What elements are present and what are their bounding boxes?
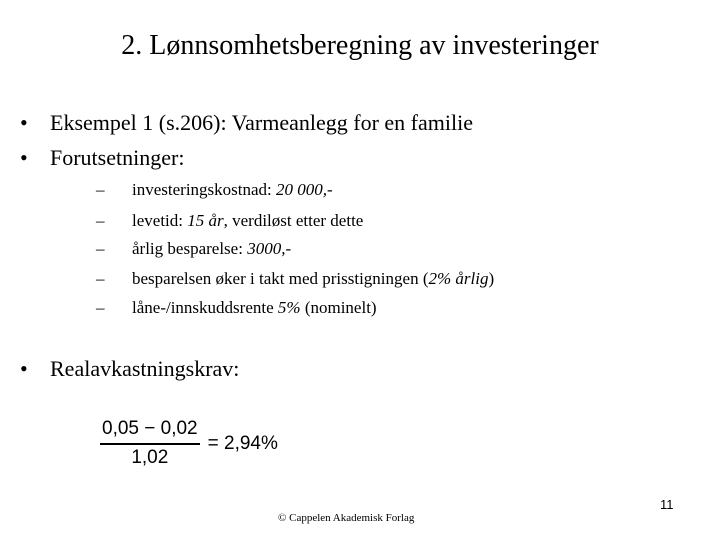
assumption-value: 20 000,- — [276, 180, 333, 199]
assumption-item — [96, 180, 333, 200]
dash-marker: – — [96, 269, 105, 288]
dash-marker: – — [96, 298, 105, 317]
page-number: 11 — [660, 497, 674, 512]
bullet-dot: • — [20, 356, 28, 381]
slide-title: 2. Lønnsomhetsberegning av investeringer — [121, 30, 599, 61]
dash-marker: – — [96, 211, 105, 230]
assumption-value: 2% årlig — [428, 269, 489, 288]
assumption-item — [96, 269, 494, 289]
formula-fraction — [100, 418, 200, 469]
assumption-suffix: ) — [488, 269, 495, 288]
assumption-item — [96, 298, 377, 318]
assumption-item — [96, 211, 363, 231]
assumption-label: besparelsen øker i takt med prisstigningen ( — [132, 269, 429, 288]
assumption-label: låne-/innskuddsrente — [132, 298, 278, 317]
assumption-value: 5% — [277, 298, 301, 317]
assumption-suffix: (nominelt) — [300, 298, 377, 317]
assumption-value: 15 år — [187, 211, 224, 230]
bullet-assumptions — [20, 145, 184, 171]
assumption-suffix: , verdiløst etter dette — [223, 211, 364, 230]
dash-marker: – — [96, 180, 105, 199]
copyright-footer: © Cappelen Akademisk Forlag — [278, 512, 415, 524]
assumption-item — [96, 239, 291, 259]
bullet-dot: • — [20, 145, 28, 170]
real-return-formula — [100, 418, 278, 469]
bullet-assumptions-text: Forutsetninger: — [50, 145, 185, 170]
bullet-example — [20, 110, 473, 136]
bullet-dot: • — [20, 110, 28, 135]
assumption-value: 3000,- — [247, 239, 292, 258]
bullet-example-text: Eksempel 1 (s.206): Varmeanlegg for en familie — [50, 110, 473, 135]
assumption-label: levetid: — [132, 211, 188, 230]
formula-result: = 2,94% — [207, 432, 278, 454]
assumption-label: investeringskostnad: — [132, 180, 277, 199]
bullet-real-return-text: Realavkastningskrav: — [50, 356, 240, 381]
formula-denominator: 1,02 — [131, 447, 169, 468]
formula-numerator: 0,05 − 0,02 — [100, 418, 200, 445]
dash-marker: – — [96, 239, 105, 258]
assumption-label: årlig besparelse: — [132, 239, 248, 258]
bullet-real-return — [20, 356, 239, 382]
